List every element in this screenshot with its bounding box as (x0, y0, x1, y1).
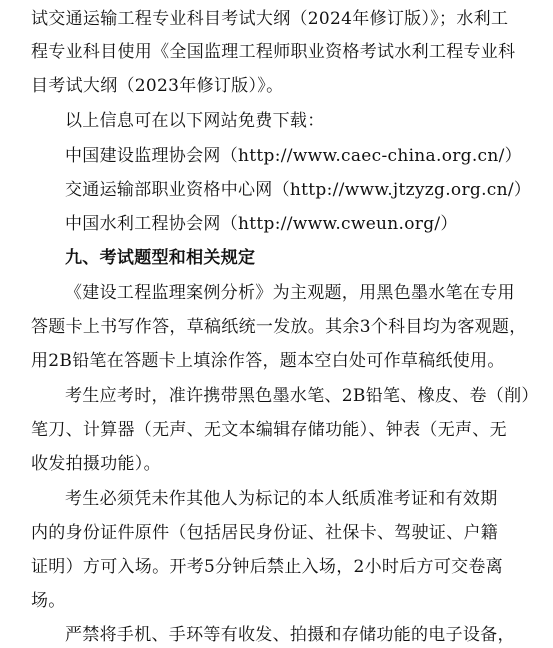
paragraph-line: 程专业科目使用《全国监理工程师职业资格考试水利工程专业科 (31, 42, 516, 62)
paragraph-line: 答题卡上书写作答，草稿纸统一发放。其余3个科目均为客观题， (31, 317, 527, 337)
paragraph-line: 场。 (31, 591, 66, 611)
paragraph-line: 内的身份证件原件（包括居民身份证、社保卡、驾驶证、户籍 (31, 523, 499, 543)
paragraph-line: 目考试大纲（2023年修订版）》。 (31, 76, 284, 96)
paragraph-line: 证明）方可入场。开考5分钟后禁止入场，2小时后方可交卷离 (31, 557, 504, 577)
paragraph-line: 考生应考时，准许携带黑色墨水笔、2B铅笔、橡皮、卷（削） (65, 386, 539, 406)
paragraph-line: 收发拍摄功能）。 (31, 454, 161, 474)
section-heading: 九、考试题型和相关规定 (65, 248, 256, 268)
paragraph-line: 以上信息可在以下网站免费下载： (65, 111, 325, 131)
paragraph-line: 严禁将手机、手环等有收发、拍摄和存储功能的电子设备， (65, 625, 515, 645)
paragraph-line: 用2B铅笔在答题卡上填涂作答，题本空白处可作草稿纸使用。 (31, 351, 505, 371)
paragraph-line: 考生必须凭未作其他人为标记的本人纸质准考证和有效期 (65, 489, 498, 509)
website-line-cweun: 中国水利工程协会网（http://www.cweun.org/） (65, 214, 458, 234)
website-line-jtzyzg: 交通运输部职业资格中心网（http://www.jtzyzg.org.cn/） (65, 180, 532, 200)
paragraph-line: 《建设工程监理案例分析》为主观题，用黑色墨水笔在专用 (65, 283, 515, 303)
website-line-caec: 中国建设监理协会网（http://www.caec-china.org.cn/） (65, 146, 522, 166)
paragraph-line: 笔刀、计算器（无声、无文本编辑存储功能）、钟表（无声、无 (31, 420, 507, 440)
paragraph-line: 试交通运输工程专业科目考试大纲（2024年修订版）》；水利工 (31, 9, 509, 29)
